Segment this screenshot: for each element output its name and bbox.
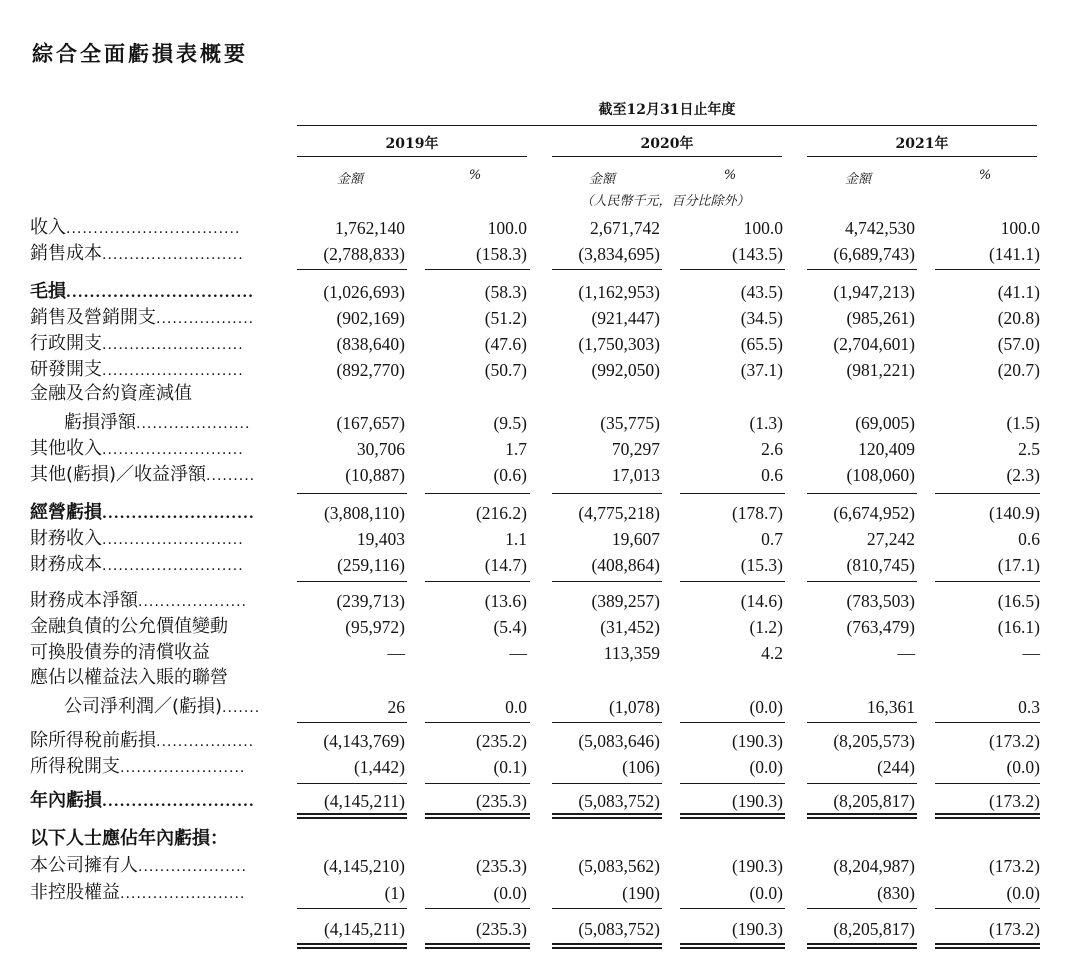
pct-cell: (190.3) [731, 791, 783, 811]
pct-cell: (41.1) [997, 282, 1040, 302]
total-double-rule [807, 947, 917, 949]
subtotal-rule [552, 493, 662, 494]
subtotal-rule [935, 722, 1040, 723]
amount-cell: (389,257) [591, 591, 660, 611]
pct-cell: (216.2) [475, 503, 527, 523]
row-label-text: 其他(虧損)／收益淨額 [30, 464, 207, 485]
total-double-rule [935, 947, 1040, 949]
amount-cell: 120,409 [858, 439, 915, 459]
total-double-rule [807, 943, 917, 945]
total-double-rule [552, 817, 662, 819]
amount-cell: (4,775,218) [578, 503, 660, 523]
row-label [64, 412, 250, 435]
pct-cell: (57.0) [997, 334, 1040, 354]
amount-cell: (31,452) [600, 617, 660, 637]
leader-dots: .......................... [102, 506, 255, 522]
amount-cell: (1,026,693) [323, 282, 405, 302]
subtotal-rule [680, 722, 785, 723]
pct-cell: 4.2 [761, 643, 783, 663]
row-label [30, 616, 228, 638]
subtotal-rule [680, 269, 785, 270]
pct-cell: (14.7) [484, 555, 527, 575]
amount-header-2021: 金額 [844, 172, 871, 187]
amount-cell: — [897, 643, 915, 663]
pct-cell: (141.1) [988, 244, 1040, 264]
subtotal-rule [425, 908, 530, 909]
row-label-text: 應佔以權益法入賬的聯營 [30, 667, 228, 688]
row-label [30, 281, 254, 304]
pct-cell: (190.3) [731, 856, 783, 876]
row-label [30, 590, 247, 613]
subtotal-rule [425, 722, 530, 723]
unit-note: （人民幣千元，百分比除外） [580, 194, 750, 209]
subtotal-rule [935, 908, 1040, 909]
amount-cell: (6,674,952) [833, 503, 915, 523]
row-label-text: 可換股債券的清償收益 [30, 642, 210, 663]
pct-cell: (235.2) [475, 731, 527, 751]
total-double-rule [935, 813, 1040, 815]
pct-cell: (15.3) [740, 555, 783, 575]
subtotal-rule [297, 783, 407, 784]
subtotal-rule [552, 722, 662, 723]
subtotal-rule [680, 908, 785, 909]
pct-cell: (1.3) [749, 413, 783, 433]
row-label [30, 502, 255, 525]
row-label-text: 年內虧損 [30, 790, 102, 811]
row-label [30, 359, 244, 382]
subtotal-rule [297, 493, 407, 494]
row-label-text: 行政開支 [30, 333, 102, 354]
pct-cell: 100.0 [743, 218, 783, 238]
amount-cell: (985,261) [846, 308, 915, 328]
subtotal-rule [552, 783, 662, 784]
row-label-text: 公司淨利潤／(虧損) [64, 696, 223, 717]
pct-header-2020: % [723, 168, 737, 183]
pct-cell: (235.3) [475, 856, 527, 876]
amount-cell: 113,359 [603, 643, 660, 663]
row-label-text: 經營虧損 [30, 502, 102, 523]
amount-cell: (10,887) [345, 465, 405, 485]
total-double-rule [552, 947, 662, 949]
row-label [30, 790, 255, 813]
subtotal-rule [297, 581, 407, 582]
leader-dots: .................... [138, 859, 248, 875]
year-rule-2021 [807, 156, 1037, 157]
leader-dots: ....... [222, 700, 261, 716]
leader-dots: .......................... [102, 442, 244, 458]
amount-cell: (95,972) [345, 617, 405, 637]
amount-cell: (1,162,953) [578, 282, 660, 302]
pct-cell: (0.0) [1006, 883, 1040, 903]
pct-cell: (0.1) [493, 757, 527, 777]
row-label [30, 243, 244, 266]
subtotal-rule [680, 581, 785, 582]
pct-header-2021: % [978, 168, 992, 183]
pct-cell: 100.0 [487, 218, 527, 238]
amount-header-2019: 金額 [336, 172, 363, 187]
row-label [30, 828, 228, 850]
amount-cell: (763,479) [846, 617, 915, 637]
pct-cell: (47.6) [484, 334, 527, 354]
row-label-text: 以下人士應佔年內虧損： [30, 828, 228, 849]
amount-cell: (259,116) [337, 555, 405, 575]
amount-cell: (5,083,752) [578, 919, 660, 939]
pct-cell: (5.4) [493, 617, 527, 637]
subtotal-rule [807, 722, 917, 723]
total-double-rule [807, 817, 917, 819]
amount-cell: (239,713) [336, 591, 405, 611]
total-double-rule [297, 947, 407, 949]
pct-cell: 1.7 [505, 439, 527, 459]
pct-cell: (20.8) [997, 308, 1040, 328]
pct-cell: (51.2) [484, 308, 527, 328]
row-label [30, 383, 192, 405]
subtotal-rule [297, 269, 407, 270]
year-header-2021: 2021年 [895, 136, 949, 152]
leader-dots: .................... [138, 594, 248, 610]
pct-cell: (13.6) [484, 591, 527, 611]
amount-cell: 27,242 [866, 529, 915, 549]
total-double-rule [297, 813, 407, 815]
subtotal-rule [552, 908, 662, 909]
pct-cell: 0.0 [505, 697, 527, 717]
amount-cell: (8,205,817) [833, 791, 915, 811]
pct-cell: (235.3) [475, 791, 527, 811]
year-rule-2020 [552, 156, 782, 157]
pct-cell: 2.6 [761, 439, 783, 459]
amount-cell: (5,083,752) [578, 791, 660, 811]
amount-cell: (838,640) [336, 334, 405, 354]
pct-cell: (178.7) [731, 503, 783, 523]
amount-cell: (783,503) [846, 591, 915, 611]
period-header: 截至12月31日止年度 [598, 102, 736, 118]
amount-cell: (2,788,833) [323, 244, 405, 264]
leader-dots: .................. [156, 311, 255, 327]
total-double-rule [680, 813, 785, 815]
total-double-rule [935, 817, 1040, 819]
row-label [30, 333, 244, 356]
amount-cell: (5,083,562) [578, 856, 660, 876]
total-double-rule [297, 943, 407, 945]
pct-cell: (16.5) [997, 591, 1040, 611]
total-double-rule [552, 813, 662, 815]
subtotal-rule [807, 783, 917, 784]
subtotal-rule [680, 783, 785, 784]
amount-cell: 26 [387, 697, 405, 717]
leader-dots: ......... [206, 468, 256, 484]
subtotal-rule [552, 581, 662, 582]
amount-cell: (3,808,110) [323, 503, 405, 523]
pct-cell: — [1022, 643, 1040, 663]
row-label [30, 882, 245, 905]
pct-cell: 0.3 [1018, 697, 1040, 717]
amount-cell: (830) [877, 883, 915, 903]
row-label [30, 855, 247, 878]
header-rule [297, 125, 1037, 126]
pct-cell: (173.2) [988, 919, 1040, 939]
pct-cell: (1.5) [1006, 413, 1040, 433]
amount-cell: (1,078) [608, 697, 660, 717]
amount-cell: (5,083,646) [578, 731, 660, 751]
row-label [30, 730, 254, 753]
pct-cell: (190.3) [731, 731, 783, 751]
year-header-2020: 2020年 [640, 136, 694, 152]
row-label-text: 毛損 [30, 281, 66, 302]
amount-cell: (992,050) [591, 360, 660, 380]
pct-cell: (0.0) [749, 697, 783, 717]
amount-cell: (190) [622, 883, 660, 903]
row-label [30, 554, 244, 577]
pct-cell: (16.1) [997, 617, 1040, 637]
amount-cell: (408,864) [591, 555, 660, 575]
total-double-rule [425, 813, 530, 815]
pct-cell: (190.3) [731, 919, 783, 939]
amount-cell: (4,145,210) [323, 856, 405, 876]
amount-cell: (1) [384, 883, 405, 903]
row-label [30, 464, 255, 487]
subtotal-rule [807, 908, 917, 909]
amount-cell: (1,947,213) [833, 282, 915, 302]
amount-cell: (69,005) [855, 413, 915, 433]
leader-dots: ..................... [136, 416, 251, 432]
row-label-text: 研發開支 [30, 359, 102, 380]
pct-cell: 0.6 [761, 465, 783, 485]
row-label-text: 財務成本 [30, 554, 102, 575]
amount-cell: (810,745) [846, 555, 915, 575]
pct-cell: (2.3) [1006, 465, 1040, 485]
amount-cell: (244) [877, 757, 915, 777]
pct-cell: — [509, 643, 527, 663]
leader-dots: ................................ [66, 221, 241, 237]
subtotal-rule [425, 581, 530, 582]
row-label-text: 財務成本淨額 [30, 590, 138, 611]
amount-cell: 2,671,742 [590, 218, 660, 238]
total-double-rule [425, 943, 530, 945]
pct-cell: (173.2) [988, 856, 1040, 876]
pct-cell: (143.5) [731, 244, 783, 264]
leader-dots: .......................... [102, 558, 244, 574]
subtotal-rule [297, 908, 407, 909]
pct-cell: (20.7) [997, 360, 1040, 380]
amount-cell: (8,204,987) [833, 856, 915, 876]
pct-cell: (0.0) [1006, 757, 1040, 777]
row-label-text: 金融及合約資產減值 [30, 383, 192, 404]
amount-header-2020: 金額 [588, 172, 615, 187]
row-label [30, 667, 228, 689]
total-double-rule [552, 943, 662, 945]
amount-cell: (4,143,769) [323, 731, 405, 751]
amount-cell: 1,762,140 [335, 218, 405, 238]
pct-cell: (173.2) [988, 791, 1040, 811]
leader-dots: .......................... [102, 337, 244, 353]
row-label-text: 銷售成本 [30, 243, 102, 264]
leader-dots: .................. [156, 734, 255, 750]
amount-cell: (3,834,695) [578, 244, 660, 264]
total-double-rule [425, 817, 530, 819]
leader-dots: .......................... [102, 532, 244, 548]
leader-dots: .......................... [102, 363, 244, 379]
subtotal-rule [425, 783, 530, 784]
row-label-text: 財務收入 [30, 528, 102, 549]
pct-cell: 2.5 [1018, 439, 1040, 459]
subtotal-rule [807, 493, 917, 494]
subtotal-rule [807, 581, 917, 582]
amount-cell: (106) [622, 757, 660, 777]
year-rule-2019 [297, 156, 527, 157]
amount-cell: (2,704,601) [833, 334, 915, 354]
amount-cell: (8,205,573) [833, 731, 915, 751]
row-label-text: 金融負債的公允價值變動 [30, 616, 228, 637]
pct-cell: (9.5) [493, 413, 527, 433]
subtotal-rule [935, 581, 1040, 582]
leader-dots: ....................... [120, 886, 246, 902]
pct-cell: (17.1) [997, 555, 1040, 575]
amount-cell: 19,607 [611, 529, 660, 549]
amount-cell: 4,742,530 [845, 218, 915, 238]
amount-cell: 70,297 [611, 439, 660, 459]
amount-cell: 17,013 [611, 465, 660, 485]
total-double-rule [680, 817, 785, 819]
subtotal-rule [807, 269, 917, 270]
amount-cell: (35,775) [600, 413, 660, 433]
row-label-text: 銷售及營銷開支 [30, 307, 156, 328]
subtotal-rule [935, 269, 1040, 270]
row-label [30, 307, 254, 330]
pct-cell: (0.0) [749, 757, 783, 777]
row-label-text: 收入 [30, 217, 66, 238]
pct-cell: (0.6) [493, 465, 527, 485]
leader-dots: ................................ [66, 285, 254, 301]
pct-cell: (37.1) [740, 360, 783, 380]
page-title: 綜合全面虧損表概要 [32, 42, 248, 66]
amount-cell: 30,706 [356, 439, 405, 459]
pct-cell: 0.7 [761, 529, 783, 549]
amount-cell: (1,442) [353, 757, 405, 777]
row-label-text: 非控股權益 [30, 882, 120, 903]
subtotal-rule [935, 783, 1040, 784]
pct-header-2019: % [468, 168, 482, 183]
row-label-text: 除所得稅前虧損 [30, 730, 156, 751]
amount-cell: (892,770) [336, 360, 405, 380]
row-label-text: 本公司擁有人 [30, 855, 138, 876]
row-label [30, 438, 244, 461]
total-double-rule [680, 943, 785, 945]
row-label [30, 756, 245, 779]
row-label-text: 所得稅開支 [30, 756, 120, 777]
pct-cell: (140.9) [988, 503, 1040, 523]
total-double-rule [297, 817, 407, 819]
year-header-2019: 2019年 [385, 136, 439, 152]
pct-cell: (43.5) [740, 282, 783, 302]
amount-cell: (921,447) [591, 308, 660, 328]
subtotal-rule [935, 493, 1040, 494]
amount-cell: (4,145,211) [323, 919, 405, 939]
leader-dots: .......................... [102, 247, 244, 263]
row-label [30, 528, 244, 551]
pct-cell: (173.2) [988, 731, 1040, 751]
amount-cell: (6,689,743) [833, 244, 915, 264]
pct-cell: (1.2) [749, 617, 783, 637]
pct-cell: (65.5) [740, 334, 783, 354]
row-label [30, 217, 240, 240]
total-double-rule [425, 947, 530, 949]
amount-cell: 19,403 [356, 529, 405, 549]
total-double-rule [935, 943, 1040, 945]
amount-cell: (4,145,211) [323, 791, 405, 811]
amount-cell: (981,221) [846, 360, 915, 380]
pct-cell: 1.1 [505, 529, 527, 549]
total-double-rule [807, 813, 917, 815]
amount-cell: (8,205,817) [833, 919, 915, 939]
pct-cell: (50.7) [484, 360, 527, 380]
row-label-text: 虧損淨額 [64, 412, 136, 433]
pct-cell: 0.6 [1018, 529, 1040, 549]
subtotal-rule [680, 493, 785, 494]
row-label [64, 696, 260, 719]
amount-cell: (108,060) [846, 465, 915, 485]
pct-cell: (158.3) [475, 244, 527, 264]
pct-cell: (34.5) [740, 308, 783, 328]
total-double-rule [680, 947, 785, 949]
subtotal-rule [425, 493, 530, 494]
row-label-text: 其他收入 [30, 438, 102, 459]
amount-cell: 16,361 [866, 697, 915, 717]
subtotal-rule [552, 269, 662, 270]
subtotal-rule [297, 722, 407, 723]
amount-cell: (1,750,303) [578, 334, 660, 354]
amount-cell: — [387, 643, 405, 663]
pct-cell: 100.0 [1000, 218, 1040, 238]
pct-cell: (0.0) [493, 883, 527, 903]
leader-dots: .......................... [102, 794, 255, 810]
row-label [30, 642, 210, 664]
leader-dots: ....................... [120, 760, 246, 776]
subtotal-rule [425, 269, 530, 270]
amount-cell: (167,657) [336, 413, 405, 433]
pct-cell: (14.6) [740, 591, 783, 611]
pct-cell: (0.0) [749, 883, 783, 903]
pct-cell: (58.3) [484, 282, 527, 302]
pct-cell: (235.3) [475, 919, 527, 939]
amount-cell: (902,169) [336, 308, 405, 328]
